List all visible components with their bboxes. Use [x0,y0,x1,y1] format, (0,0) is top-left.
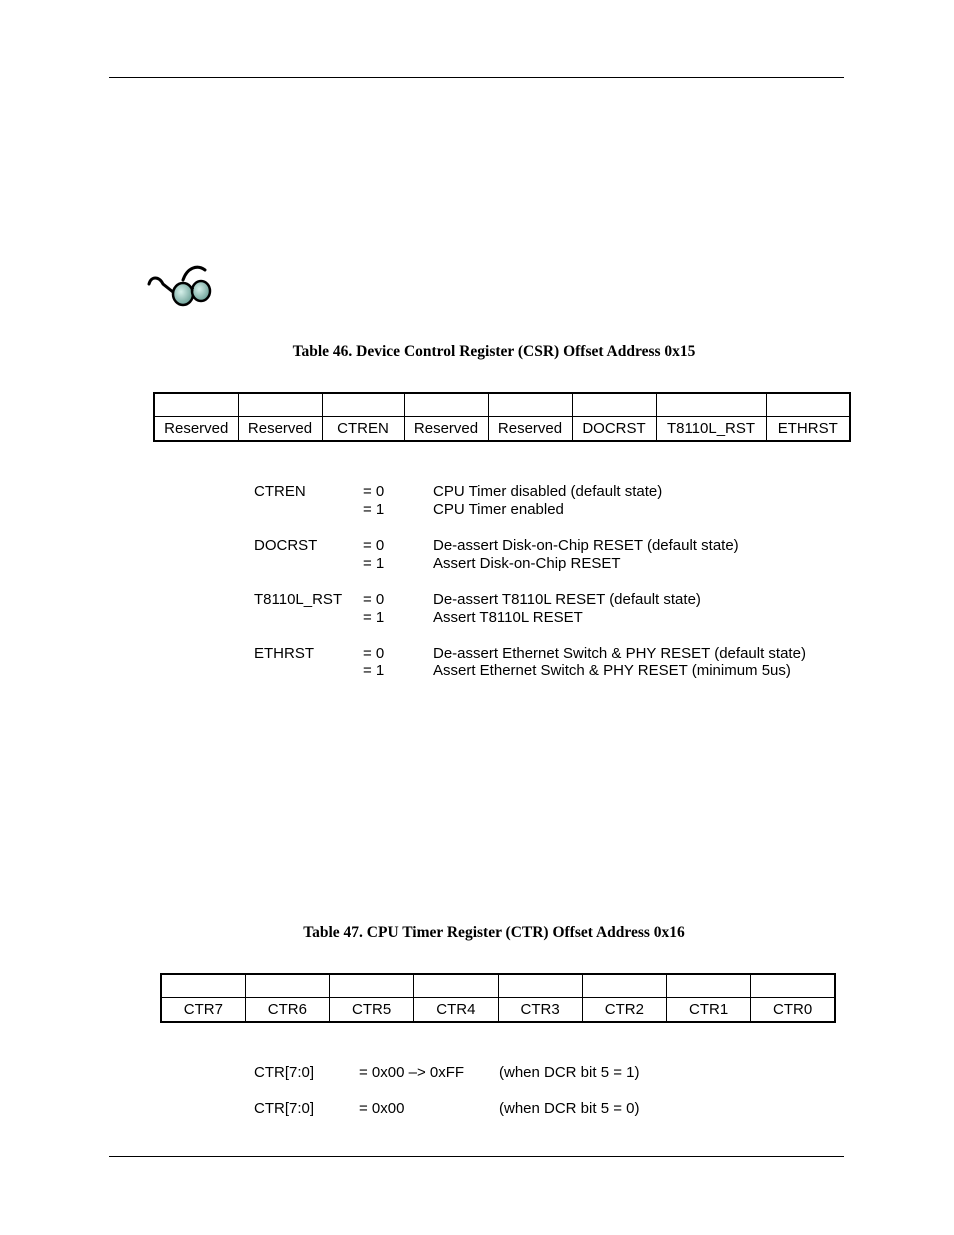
def-desc: Assert Ethernet Switch & PHY RESET (minimum 5us) [433,662,791,679]
def-desc: (when DCR bit 5 = 1) [499,1064,640,1081]
bit-cell: DOCRST [572,417,656,442]
bit-cell: Reserved [404,417,488,442]
def-value: = 0 [363,591,385,608]
def-name: ETHRST [254,645,314,662]
def-name: CTREN [254,483,306,500]
bit-cell: CTR6 [245,998,329,1023]
def-desc: Assert T8110L RESET [433,609,583,626]
def-value: = 1 [363,501,385,518]
bit-name-row [154,417,850,442]
def-value: = 0 [363,483,385,500]
def-value: = 0x00 [359,1100,405,1117]
def-value: = 1 [363,662,385,679]
def-value: = 1 [363,609,385,626]
bit-cell: CTR7 [161,998,245,1023]
bit-number-row [154,393,850,417]
bit-cell: T8110L_RST [656,417,766,442]
def-name: T8110L_RST [254,591,343,608]
def-name: CTR[7:0] [254,1064,315,1081]
bit-cell: CTREN [322,417,404,442]
def-desc: Assert Disk-on-Chip RESET [433,555,621,572]
bit-name-row [161,998,835,1023]
bit-cell: Reserved [154,417,238,442]
glasses-icon [145,262,215,312]
def-desc: De-assert Ethernet Switch & PHY RESET (default state) [433,645,806,662]
bit-cell: CTR4 [414,998,498,1023]
footer-rule [109,1156,844,1157]
def-desc: CPU Timer disabled (default state) [433,483,663,500]
table-46-caption: Table 46. Device Control Register (CSR) Offset Address 0x15 [292,343,696,360]
bit-cell: Reserved [238,417,322,442]
bit-cell: CTR1 [667,998,751,1023]
bit-cell: CTR3 [498,998,582,1023]
ctr-register-table [160,973,836,1023]
bit-cell: CTR5 [330,998,414,1023]
bit-cell: CTR2 [582,998,666,1023]
def-name: CTR[7:0] [254,1100,315,1117]
def-desc: (when DCR bit 5 = 0) [499,1100,640,1117]
def-value: = 0 [363,645,385,662]
table-47-caption: Table 47. CPU Timer Register (CTR) Offset Address 0x16 [303,924,685,941]
def-value: = 0x00 –> 0xFF [359,1064,465,1081]
def-desc: CPU Timer enabled [433,501,564,518]
bit-cell: CTR0 [751,998,835,1023]
def-name: DOCRST [254,537,318,554]
bit-number-row [161,974,835,998]
def-desc: De-assert Disk-on-Chip RESET (default state) [433,537,739,554]
header-rule [109,77,844,78]
def-value: = 0 [363,537,385,554]
bit-cell: ETHRST [766,417,850,442]
csr-register-table [153,392,851,442]
def-desc: De-assert T8110L RESET (default state) [433,591,701,608]
def-value: = 1 [363,555,385,572]
bit-cell: Reserved [488,417,572,442]
